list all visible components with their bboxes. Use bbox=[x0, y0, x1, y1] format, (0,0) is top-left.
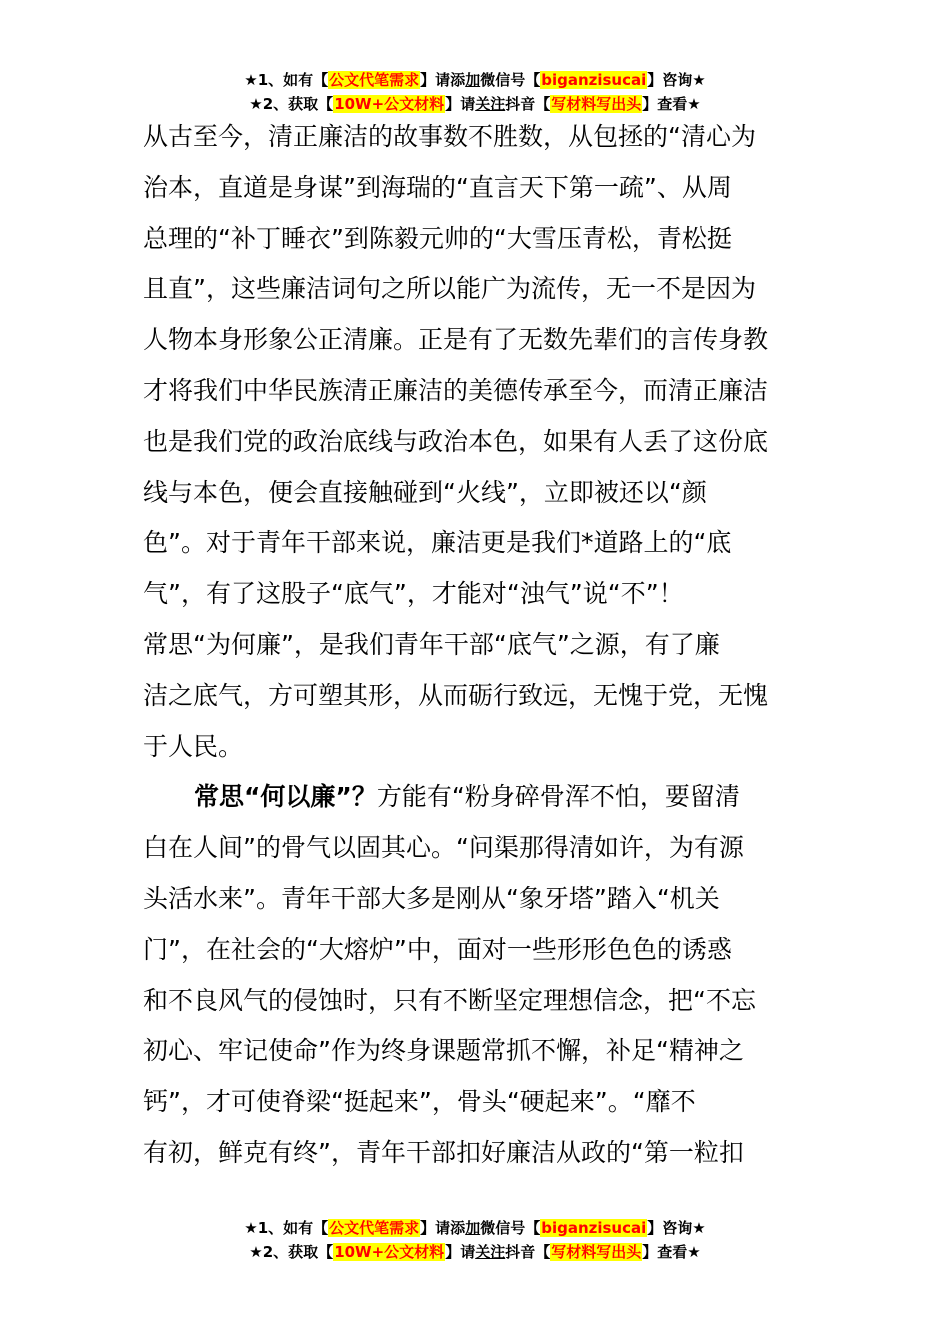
text-line: 才将我们中华民族清正廉洁的美德传承至今，而清正廉洁 bbox=[143, 375, 769, 405]
text-line: 头活水来”。青年干部大多是刚从“象牙塔”踏入“机关 bbox=[143, 883, 720, 913]
highlight-douyin-id: 写材料写出头 bbox=[551, 95, 642, 113]
paragraph-2 bbox=[143, 772, 809, 1178]
text-line: 从古至今，清正廉洁的故事数不胜数，从包拯的“清心为 bbox=[143, 122, 756, 151]
text-line: 门”，在社会的“大熔炉”中，面对一些形形色色的诱惑 bbox=[143, 934, 732, 964]
banner-line-1: ★1、如有【公文代笔需求】请添加微信号【biganzisucai】咨询★ bbox=[244, 71, 706, 89]
text-line: 色”。对于青年干部来说，廉洁更是我们*道路上的“底 bbox=[143, 528, 732, 558]
header-banner bbox=[0, 68, 950, 116]
paragraph-1 bbox=[143, 112, 809, 772]
text-line: 也是我们党的政治底线与政治本色，如果有人丢了这份底 bbox=[143, 426, 769, 456]
text-line: 气”，有了这股子“底气”，才能对“浊气”说“不”！ bbox=[143, 579, 684, 609]
footer-banner bbox=[0, 1216, 950, 1264]
highlight-materials: 10W+公文材料 bbox=[334, 1243, 445, 1261]
text-line: 且直”，这些廉洁词句之所以能广为流传，无一不是因为 bbox=[143, 274, 756, 304]
text-line: 治本，直道是身谋”到海瑞的“直言天下第一疏”、从周 bbox=[143, 172, 732, 202]
text-line: 和不良风气的侵蚀时，只有不断坚定理想信念，把“不忘 bbox=[143, 985, 756, 1015]
text-line: 总理的“补丁睡衣”到陈毅元帅的“大雪压青松，青松挺 bbox=[143, 223, 732, 253]
highlight-service: 公文代笔需求 bbox=[329, 1219, 420, 1237]
text-line: 白在人间”的骨气以固其心。“问渠那得清如许，为有源 bbox=[143, 833, 744, 863]
text-line: 人物本身形象公正清廉。正是有了无数先辈们的言传身教 bbox=[143, 325, 769, 355]
text-line: 有初，鲜克有终”，青年干部扣好廉洁从政的“第一粒扣 bbox=[143, 1137, 744, 1167]
banner-line-1: ★1、如有【公文代笔需求】请添加微信号【biganzisucai】咨询★ bbox=[244, 1219, 706, 1237]
text-line: 常思“何以廉”？方能有“粉身碎骨浑不怕，要留清 bbox=[194, 782, 740, 812]
text-line: 钙”，才可使脊梁“挺起来”，骨头“硬起来”。“靡不 bbox=[143, 1087, 696, 1117]
banner-line-2: ★2、获取【10W+公文材料】请关注抖音【写材料写出头】查看★ bbox=[249, 1243, 701, 1261]
highlight-wechat-id: biganzisucai bbox=[541, 1219, 647, 1237]
highlight-douyin-id: 写材料写出头 bbox=[551, 1243, 642, 1261]
document-body bbox=[143, 112, 809, 1179]
highlight-materials: 10W+公文材料 bbox=[334, 95, 445, 113]
text-line: 于人民。 bbox=[143, 731, 244, 761]
paragraph-lead: 常思“何以廉”？ bbox=[194, 782, 377, 812]
banner-line-2: ★2、获取【10W+公文材料】请关注抖音【写材料写出头】查看★ bbox=[249, 95, 701, 113]
text-line: 线与本色，便会直接触碰到“火线”，立即被还以“颜 bbox=[143, 477, 707, 507]
highlight-wechat-id: biganzisucai bbox=[541, 71, 647, 89]
text-line: 常思“为何廉”，是我们青年干部“底气”之源，有了廉 bbox=[143, 629, 720, 659]
highlight-service: 公文代笔需求 bbox=[329, 71, 420, 89]
text-line: 初心、牢记使命”作为终身课题常抓不懈，补足“精神之 bbox=[143, 1036, 744, 1066]
text-line: 洁之底气，方可塑其形，从而砺行致远，无愧于党，无愧 bbox=[143, 680, 769, 710]
